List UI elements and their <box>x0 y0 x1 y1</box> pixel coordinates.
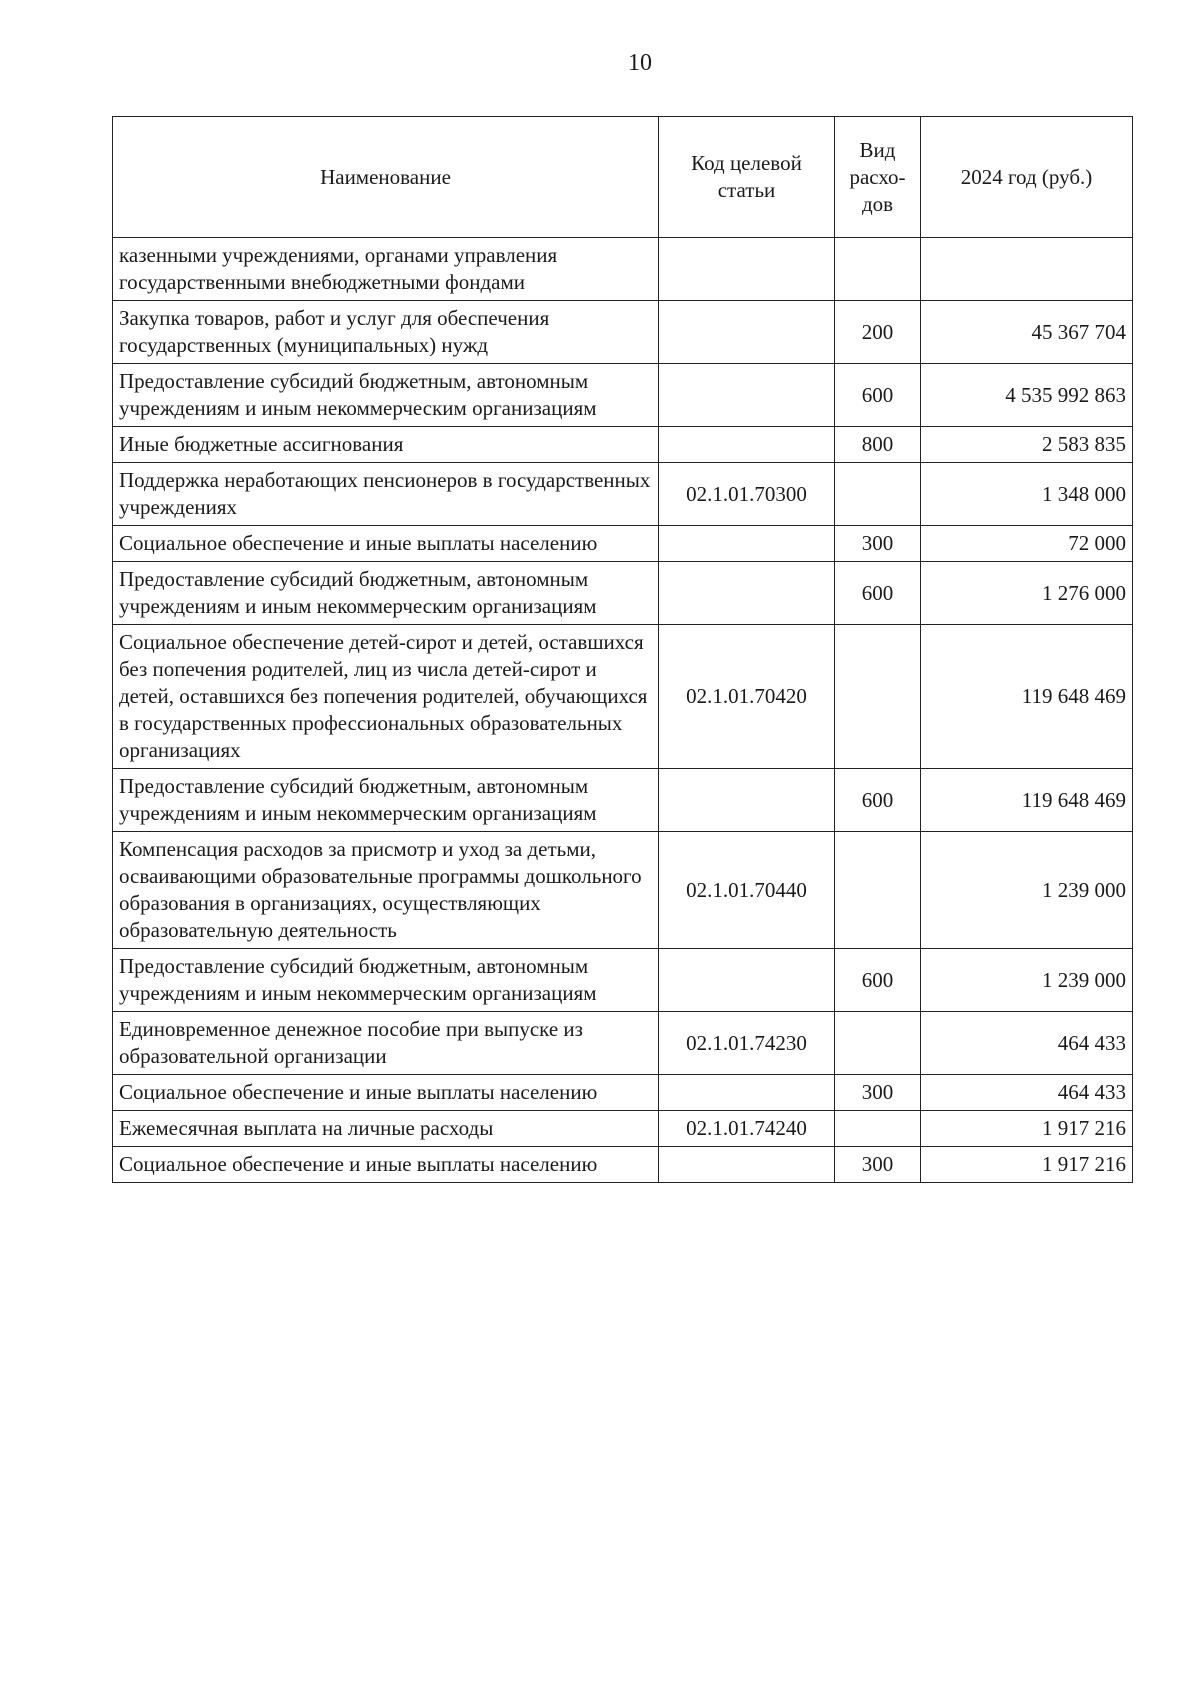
table-row <box>113 238 1133 301</box>
cell-kind <box>835 832 921 949</box>
cell-code <box>659 562 835 625</box>
cell-kind: 600 <box>835 364 921 427</box>
cell-name: Иные бюджетные ассигнования <box>113 427 659 463</box>
cell-sum: 119 648 469 <box>921 625 1133 769</box>
cell-sum: 45 367 704 <box>921 301 1133 364</box>
cell-name: Предоставление субсидий бюджетным, автономным учреждениям и иным некоммерческим организациям <box>113 949 659 1012</box>
cell-kind: 300 <box>835 526 921 562</box>
cell-code: 02.1.01.74230 <box>659 1012 835 1075</box>
cell-sum: 1 239 000 <box>921 832 1133 949</box>
cell-code <box>659 1147 835 1183</box>
table-row <box>113 1111 1133 1147</box>
cell-code: 02.1.01.70420 <box>659 625 835 769</box>
cell-sum: 72 000 <box>921 526 1133 562</box>
page-number: 10 <box>628 50 652 76</box>
cell-sum: 1 348 000 <box>921 463 1133 526</box>
cell-name: Закупка товаров, работ и услуг для обеспечения государственных (муниципальных) нужд <box>113 301 659 364</box>
header-kind: Вид расхо-дов <box>835 117 921 238</box>
cell-code <box>659 1075 835 1111</box>
cell-name: Компенсация расходов за присмотр и уход за детьми, осваивающими образовательные программы дошкольного образования в организациях, осуществляющих образовательную деятельность <box>113 832 659 949</box>
table-row <box>113 832 1133 949</box>
cell-kind: 300 <box>835 1075 921 1111</box>
cell-name: Поддержка неработающих пенсионеров в государственных учреждениях <box>113 463 659 526</box>
header-code: Код целевой статьи <box>659 117 835 238</box>
cell-kind: 200 <box>835 301 921 364</box>
cell-kind <box>835 625 921 769</box>
cell-code <box>659 301 835 364</box>
cell-kind: 300 <box>835 1147 921 1183</box>
header-row <box>113 117 1133 238</box>
budget-table <box>112 116 1133 1183</box>
cell-code <box>659 769 835 832</box>
cell-kind: 600 <box>835 769 921 832</box>
cell-sum <box>921 238 1133 301</box>
table-row <box>113 526 1133 562</box>
cell-sum: 2 583 835 <box>921 427 1133 463</box>
cell-sum: 1 917 216 <box>921 1147 1133 1183</box>
cell-code <box>659 427 835 463</box>
cell-code: 02.1.01.74240 <box>659 1111 835 1147</box>
cell-code: 02.1.01.70300 <box>659 463 835 526</box>
header-name: Наименование <box>113 117 659 238</box>
cell-name: Предоставление субсидий бюджетным, автономным учреждениям и иным некоммерческим организациям <box>113 769 659 832</box>
cell-kind <box>835 1012 921 1075</box>
cell-kind <box>835 463 921 526</box>
cell-code: 02.1.01.70440 <box>659 832 835 949</box>
table-row <box>113 427 1133 463</box>
cell-name: Предоставление субсидий бюджетным, автономным учреждениям и иным некоммерческим организациям <box>113 562 659 625</box>
cell-name: Социальное обеспечение и иные выплаты населению <box>113 526 659 562</box>
table-row <box>113 301 1133 364</box>
cell-code <box>659 526 835 562</box>
cell-sum: 464 433 <box>921 1075 1133 1111</box>
cell-kind <box>835 1111 921 1147</box>
cell-kind <box>835 238 921 301</box>
table-row <box>113 364 1133 427</box>
table-row <box>113 949 1133 1012</box>
table-row <box>113 1147 1133 1183</box>
table-row <box>113 1075 1133 1111</box>
cell-sum: 1 239 000 <box>921 949 1133 1012</box>
cell-code <box>659 238 835 301</box>
cell-name: Единовременное денежное пособие при выпуске из образовательной организации <box>113 1012 659 1075</box>
cell-kind: 600 <box>835 949 921 1012</box>
cell-name: Предоставление субсидий бюджетным, автономным учреждениям и иным некоммерческим организациям <box>113 364 659 427</box>
cell-kind: 800 <box>835 427 921 463</box>
cell-sum: 1 917 216 <box>921 1111 1133 1147</box>
table-row <box>113 562 1133 625</box>
cell-name: Ежемесячная выплата на личные расходы <box>113 1111 659 1147</box>
table-row <box>113 1012 1133 1075</box>
cell-name: Социальное обеспечение и иные выплаты населению <box>113 1075 659 1111</box>
cell-sum: 4 535 992 863 <box>921 364 1133 427</box>
cell-name: Социальное обеспечение детей-сирот и детей, оставшихся без попечения родителей, лиц из числа детей-сирот и детей, оставшихся без попечения родителей, обучающихся в государственных профессиональных образовательных организациях <box>113 625 659 769</box>
cell-name: казенными учреждениями, органами управления государственными внебюджетными фондами <box>113 238 659 301</box>
cell-code <box>659 364 835 427</box>
cell-sum: 1 276 000 <box>921 562 1133 625</box>
cell-code <box>659 949 835 1012</box>
table-row <box>113 463 1133 526</box>
header-sum: 2024 год (руб.) <box>921 117 1133 238</box>
table-row <box>113 769 1133 832</box>
cell-name: Социальное обеспечение и иные выплаты населению <box>113 1147 659 1183</box>
table-row <box>113 625 1133 769</box>
cell-kind: 600 <box>835 562 921 625</box>
cell-sum: 119 648 469 <box>921 769 1133 832</box>
cell-sum: 464 433 <box>921 1012 1133 1075</box>
